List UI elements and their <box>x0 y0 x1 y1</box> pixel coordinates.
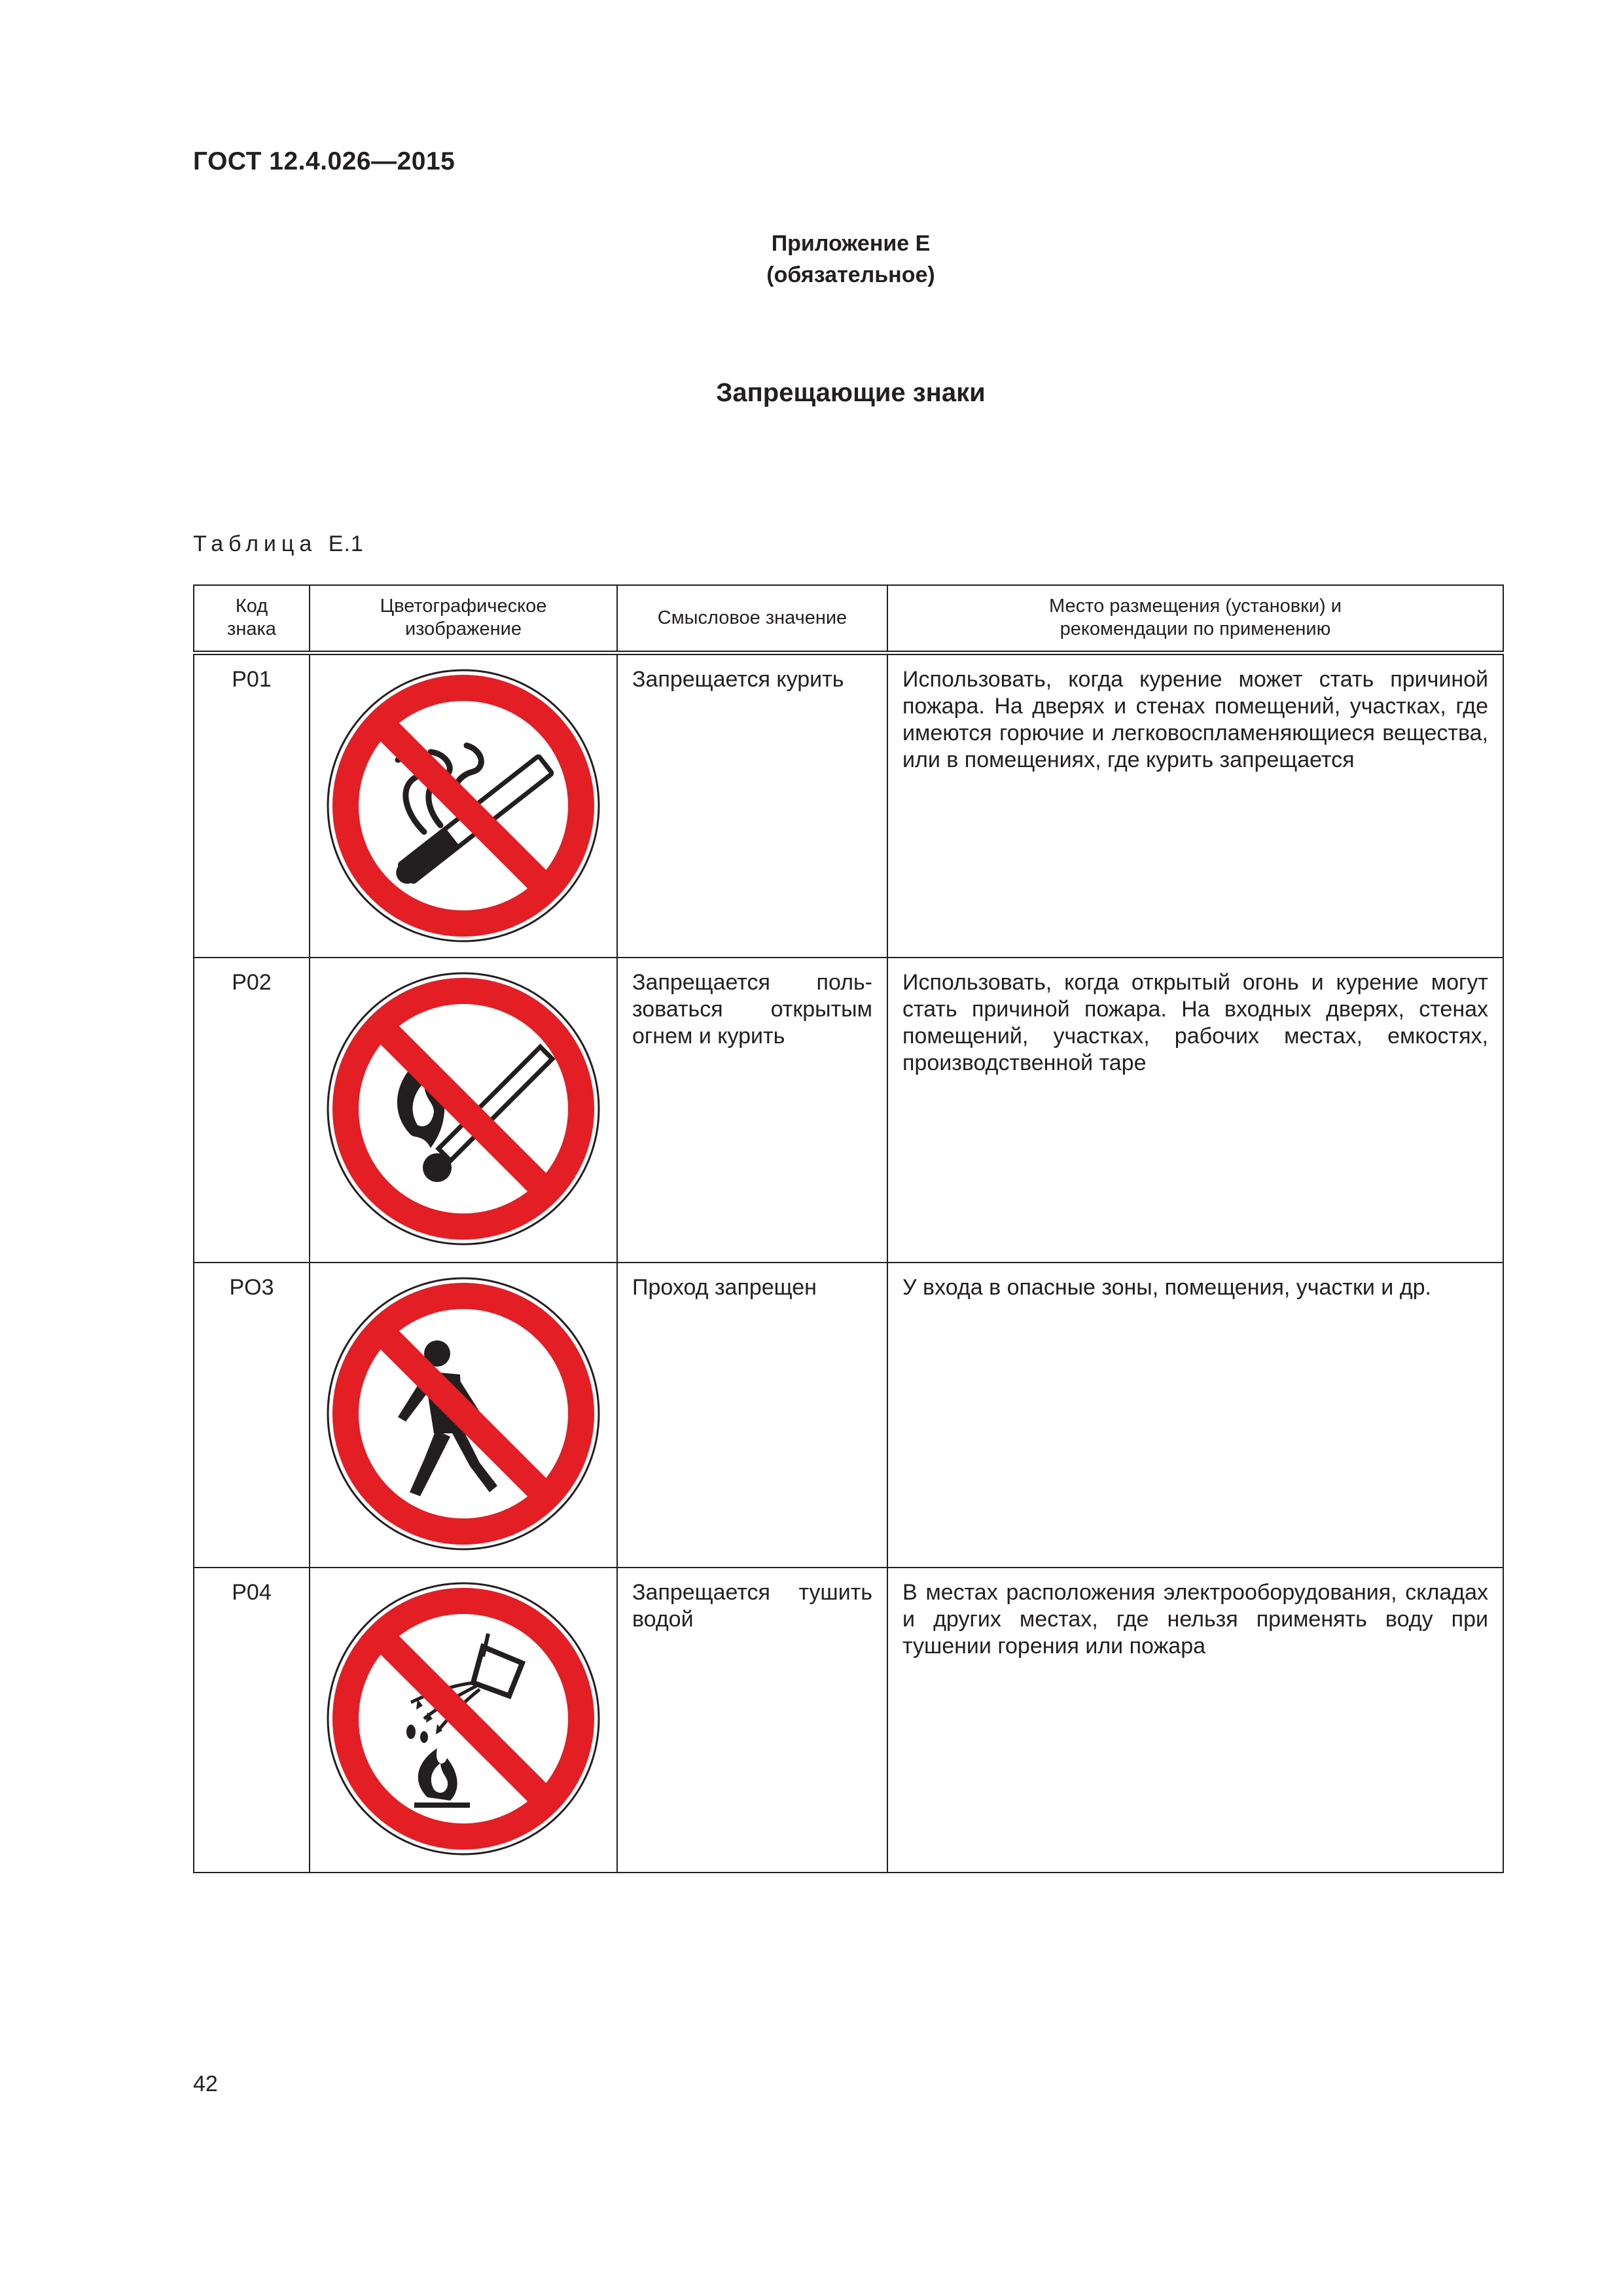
sign-image-cell <box>310 653 617 958</box>
section-title: Запрещающие знаки <box>716 378 986 407</box>
header-image <box>310 585 617 653</box>
sign-code: P01 <box>194 653 310 958</box>
table-row <box>194 653 1503 958</box>
sign-code: PO3 <box>194 1263 310 1568</box>
sign-placement: В местах расположения электрооборудования, складах и других местах, где нельзя применять воду при тушении горения или пожара <box>887 1568 1503 1873</box>
sign-code: P02 <box>194 958 310 1263</box>
prohibition-signs-table <box>193 584 1504 1873</box>
sign-meaning: Запрещается пользоваться открытым огнем и курить <box>617 958 887 1263</box>
no-pedestrian-icon <box>326 1276 601 1551</box>
table-row <box>194 1568 1503 1873</box>
sign-meaning: Запрещается курить <box>617 653 887 958</box>
header-code <box>194 585 310 653</box>
sign-meaning: Проход запрещен <box>617 1263 887 1568</box>
no-water-extinguishing-icon <box>326 1581 601 1856</box>
sign-placement: Использовать, когда открытый огонь и курение могут стать причиной пожара. На входных дверях, стенах помещений, участках, рабочих местах, емкостях, производственной таре <box>887 958 1503 1263</box>
header-image-label: Цветографическое изображение <box>380 596 547 640</box>
header-code-label: Код знака <box>227 596 276 640</box>
header-placement-label: Место размещения (установки) и рекомендации по применению <box>1049 596 1342 640</box>
sign-placement: Использовать, когда курение может стать причиной пожара. На дверях и стенах помещений, участках, где имеются горючие и легковоспламеняющиеся вещества, или в помещениях, где курить запрещается <box>887 653 1503 958</box>
sign-meaning: Запрещается тушить водой <box>617 1568 887 1873</box>
table-header-row <box>194 585 1503 653</box>
table-caption <box>193 531 364 557</box>
sign-image-cell <box>310 958 617 1263</box>
sign-image-cell <box>310 1568 617 1873</box>
appendix-title: Приложение Е <box>771 231 931 256</box>
table-caption-number: Е.1 <box>328 531 364 556</box>
table-row <box>194 958 1503 1263</box>
sign-image-cell <box>310 1263 617 1568</box>
table-caption-word: Таблица <box>193 531 317 556</box>
page-number: 42 <box>193 2072 218 2096</box>
table-row <box>194 1263 1503 1568</box>
appendix-status: (обязательное) <box>766 262 935 287</box>
no-smoking-icon <box>326 668 601 943</box>
header-meaning <box>617 585 887 653</box>
header-placement <box>887 585 1503 653</box>
no-open-flame-icon <box>326 971 601 1246</box>
sign-code: P04 <box>194 1568 310 1873</box>
sign-placement: У входа в опасные зоны, помещения, участки и др. <box>887 1263 1503 1568</box>
header-meaning-label: Смысловое значение <box>657 607 847 628</box>
document-id: ГОСТ 12.4.026—2015 <box>193 147 455 175</box>
